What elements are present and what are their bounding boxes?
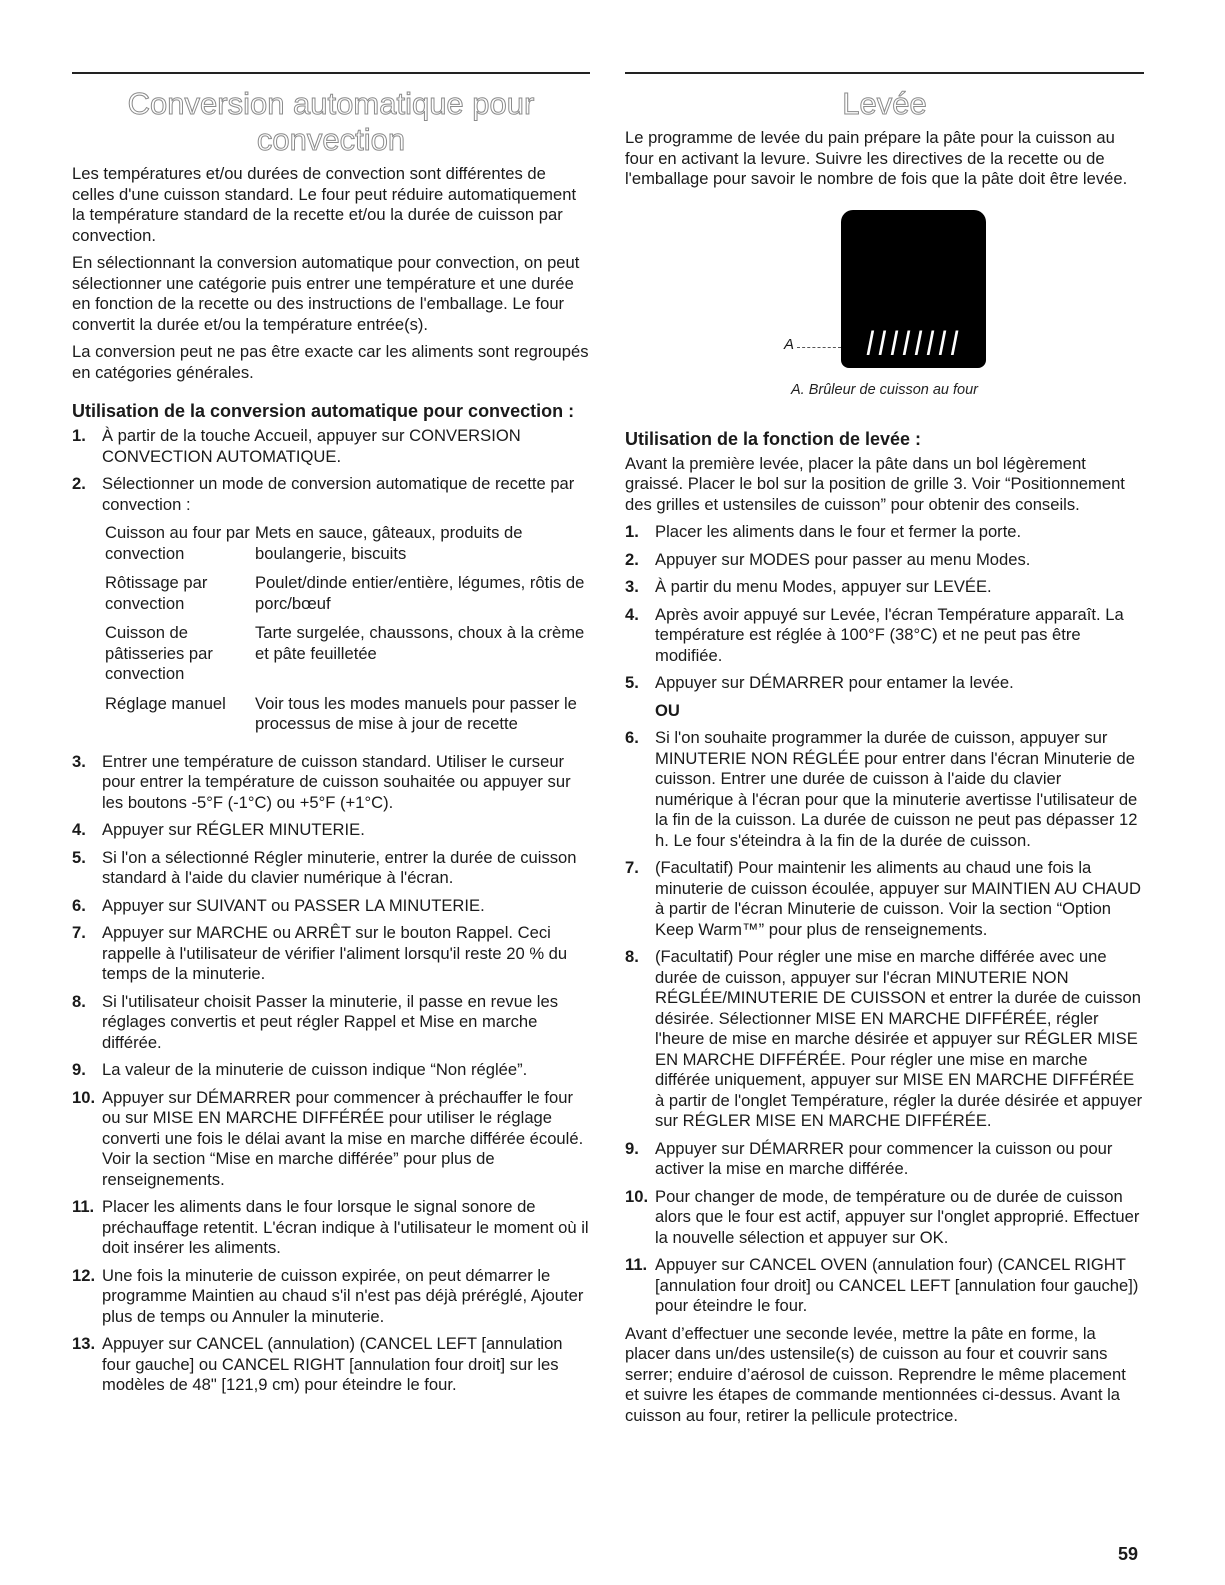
step-text: La valeur de la minuterie de cuisson indique “Non réglée”. — [102, 1060, 528, 1079]
step-text: Appuyer sur DÉMARRER pour entamer la levée. — [655, 673, 1014, 692]
step-item — [72, 1266, 590, 1328]
mode-description: Mets en sauce, gâteaux, produits de boulangerie, biscuits — [255, 523, 523, 563]
top-rule — [625, 72, 1144, 74]
mode-name: Réglage manuel — [105, 693, 226, 713]
step-number: 9. — [625, 1138, 639, 1158]
step-number: 4. — [625, 604, 639, 624]
step-text: Si l'on souhaite programmer la durée de cuisson, appuyer sur MINUTERIE NON RÉGLÉE pour entrer dans l'écran Minuterie de cuisson. Entrer une durée de cuisson à l'aide du clavier numérique à l'écran pour que la minuterie avertisse l'utilisateur de la fin de la cuisson. La durée de cuisson ne peut pas dépasser 12 h. Le four s'éteindra à la fin de la durée de cuisson. — [655, 728, 1138, 850]
step-text: (Facultatif) Pour régler une mise en marche différée avec une durée de cuisson, appuyer sur l'écran MINUTERIE NON RÉGLÉE/MINUTERIE DE CUISSON et entrer la durée de cuisson désirée. Sélectionner MISE EN MARCHE DIFFÉRÉE, régler l'heure de mise en marche désirée et appuyer sur RÉGLER MISE EN MARCHE DIFFÉRÉE. Pour régler une mise en marche différée uniquement, appuyer sur MISE EN MARCHE DIFFÉRÉE à partir de l'onglet Température, régler la durée désirée et appuyer sur RÉGLER MISE EN MARCHE DIFFÉRÉE. — [655, 947, 1143, 1130]
step-number: 4. — [72, 820, 86, 839]
step-item — [625, 1187, 1144, 1249]
step-number: 12. — [72, 1265, 96, 1285]
step-text: Pour changer de mode, de température ou de durée de cuisson alors que le four est actif, appuyer sur l'onglet approprié. Effectuer la nouvelle sélection et appuyer sur OK. — [655, 1186, 1140, 1247]
step-number: 10. — [72, 1087, 96, 1107]
instructions-paragraph: Avant la première levée, placer la pâte dans un bol légèrement graissé. Placer le bol sur la position de grille 3. Voir “Positionnement des grilles et ustensiles de cuisson” pour obtenir des conseils. — [625, 453, 1125, 514]
step-text: Après avoir appuyé sur Levée, l'écran Température apparaît. La température est réglée à 100°F (38°C) et ne peut pas être modifiée. — [655, 604, 1124, 665]
step-item — [625, 522, 1144, 543]
step-number: 5. — [625, 673, 639, 692]
mode-description: Tarte surgelée, chaussons, choux à la crème et pâte feuilletée — [255, 623, 585, 663]
step-text: À partir de la touche Accueil, appuyer sur CONVERSION CONVECTION AUTOMATIQUE. — [102, 426, 521, 466]
mode-description: Poulet/dinde entier/entière, légumes, rôtis de porc/bœuf — [255, 573, 585, 613]
step-text: À partir du menu Modes, appuyer sur LEVÉE. — [655, 577, 992, 596]
steps-list — [625, 522, 1144, 694]
step-number: 2. — [72, 474, 86, 493]
step-text: Si l'on a sélectionné Régler minuterie, entrer la durée de cuisson standard à l'aide du clavier numérique à l'écran. — [102, 847, 577, 887]
steps-list — [625, 728, 1144, 1317]
step-item — [625, 605, 1144, 667]
step-item — [72, 752, 590, 814]
step-item — [625, 858, 1144, 940]
steps-list — [72, 426, 590, 515]
step-number: 2. — [625, 549, 639, 569]
mode-name: Cuisson au four par convection — [105, 523, 250, 563]
table-row — [105, 623, 585, 694]
step-number: 3. — [72, 751, 86, 771]
oven-burner-illustration — [841, 210, 986, 368]
step-number: 6. — [72, 895, 86, 915]
step-item — [72, 1088, 590, 1191]
step-text: Sélectionner un mode de conversion automatique de recette par convection : — [102, 474, 575, 514]
burner-flames-icon: ǀǀǀǀǀǀǀǀ — [865, 323, 962, 364]
step-item — [625, 728, 1144, 851]
step-item — [625, 1139, 1144, 1180]
step-text: Si l'utilisateur choisit Passer la minuterie, il passe en revue les réglages convertis et peut régler Rappel et Mise en marche différée. — [102, 991, 559, 1052]
step-number: 11. — [625, 1255, 648, 1274]
mode-name: Cuisson de pâtisseries par convection — [105, 623, 213, 683]
page-number: 59 — [1118, 1544, 1139, 1564]
step-text: Placer les aliments dans le four lorsque le signal sonore de préchauffage retentit. L'écran indique à l'utilisateur le moment où il doit insérer les aliments. — [102, 1197, 589, 1257]
closing-paragraph: Avant d’effectuer une seconde levée, mettre la pâte en forme, la placer dans un/des ustensile(s) de cuisson au four et couvrir sans serrer; enduire d’aérosol de cuisson. Reprendre le même placement et suivre les étapes de commande mentionnées ci-dessus. Avant la cuisson au four, retirer la pellicule protectrice. — [625, 1323, 1126, 1425]
step-text: Appuyer sur MODES pour passer au menu Modes. — [655, 549, 1031, 569]
step-text: Placer les aliments dans le four et fermer la porte. — [655, 522, 1022, 541]
step-item — [625, 673, 1144, 694]
step-number: 3. — [625, 577, 639, 596]
section-title: Conversion automatique pour convection — [127, 86, 535, 157]
step-text: Appuyer sur MARCHE ou ARRÊT sur le bouton Rappel. Ceci rappelle à l'utilisateur de vérifier l'aliment lorsqu'il reste 20 % du temps de la minuterie. — [102, 923, 568, 983]
step-item — [72, 820, 590, 841]
step-number: 1. — [625, 522, 639, 541]
step-number: 13. — [72, 1334, 96, 1353]
figure-caption: A. Brûleur de cuisson au four — [791, 381, 978, 398]
intro-paragraph: En sélectionnant la conversion automatique pour convection, on peut sélectionner une catégorie puis entrer une température et une durée en fonction de la recette ou des instructions de l'emballage. Le four convertit la durée et/ou la température entrée(s). — [72, 253, 580, 334]
step-item — [625, 550, 1144, 571]
step-number: 5. — [72, 847, 86, 867]
intro-paragraph: Le programme de levée du pain prépare la pâte pour la cuisson au four en activant la levure. Suivre les directives de la recette ou de l'emballage pour savoir le nombre de fois que la pâte doit être levée. — [625, 128, 1128, 188]
step-number: 7. — [72, 923, 86, 942]
steps-list — [72, 752, 590, 1396]
step-number: 8. — [72, 991, 86, 1011]
step-text: Appuyer sur RÉGLER MINUTERIE. — [102, 820, 365, 839]
table-row — [105, 694, 585, 744]
modes-table — [105, 523, 585, 744]
burner-figure — [625, 208, 1144, 368]
table-row — [105, 573, 585, 623]
section-title: Levée — [842, 86, 927, 121]
callout-leader — [797, 347, 841, 348]
mode-name: Rôtissage par convection — [105, 573, 208, 613]
step-item — [72, 992, 590, 1054]
step-item — [625, 947, 1144, 1132]
step-number: 11. — [72, 1197, 95, 1216]
left-column — [72, 72, 590, 1403]
step-text: Une fois la minuterie de cuisson expirée, on peut démarrer le programme Maintien au chaud s'il n'est pas déjà préréglé, Ajouter plus de temps ou Annuler la minuterie. — [102, 1265, 584, 1326]
right-column — [625, 72, 1144, 1433]
step-number: 9. — [72, 1060, 86, 1079]
intro-paragraph: Les températures et/ou durées de convection sont différentes de celles d'une cuisson standard. Le four peut réduire automatiquement la température standard de la recette et/ou la durée de cuisson par convection. — [72, 164, 577, 245]
step-item — [72, 848, 590, 889]
step-text: Appuyer sur CANCEL (annulation) (CANCEL LEFT [annulation four gauche] ou CANCEL RIGHT [annulation four droit] sur les modèles de 48" [121,9 cm) pour éteindre le four. — [102, 1334, 563, 1394]
step-text: (Facultatif) Pour maintenir les aliments au chaud une fois la minuterie de cuisson écoulée, appuyer sur MAINTIEN AU CHAUD à partir de l'écran Minuterie de cuisson. Voir la section “Option Keep Warm™” pour plus de renseignements. — [655, 858, 1142, 939]
step-item — [72, 1334, 590, 1396]
step-number: 1. — [72, 426, 86, 445]
intro-paragraph: La conversion peut ne pas être exacte car les aliments sont regroupés en catégories générales. — [72, 342, 589, 382]
step-text: Appuyer sur SUIVANT ou PASSER LA MINUTERIE. — [102, 895, 485, 915]
top-rule — [72, 72, 590, 74]
step-item — [625, 1255, 1144, 1317]
step-number: 7. — [625, 858, 639, 877]
step-item — [72, 896, 590, 917]
or-label: OU — [655, 700, 680, 720]
step-number: 6. — [625, 728, 639, 747]
step-item — [72, 923, 590, 985]
step-item — [625, 577, 1144, 598]
step-number: 10. — [625, 1186, 649, 1206]
step-text: Appuyer sur DÉMARRER pour commencer à préchauffer le four ou sur MISE EN MARCHE DIFFÉRÉE pour utiliser le réglage converti une fois le délai avant la mise en marche différée écoulé. Voir la section “Mise en marche différée” pour plus de renseignements. — [102, 1087, 584, 1189]
callout-label: A — [784, 335, 795, 353]
subheading: Utilisation de la fonction de levée : — [625, 428, 922, 449]
step-number: 8. — [625, 947, 639, 966]
step-item — [72, 1060, 590, 1081]
step-item — [72, 474, 590, 515]
table-row — [105, 523, 585, 573]
step-text: Appuyer sur DÉMARRER pour commencer la cuisson ou pour activer la mise en marche différée. — [655, 1138, 1113, 1178]
step-text: Appuyer sur CANCEL OVEN (annulation four) (CANCEL RIGHT [annulation four droit] ou CANCEL LEFT [annulation four gauche]) pour éteindre le four. — [655, 1255, 1139, 1315]
step-item — [72, 426, 590, 467]
subheading: Utilisation de la conversion automatique pour convection : — [72, 401, 575, 421]
mode-description: Voir tous les modes manuels pour passer le processus de mise à jour de recette — [255, 693, 577, 733]
step-text: Entrer une température de cuisson standard. Utiliser le curseur pour entrer la température de cuisson souhaitée ou appuyer sur les boutons -5°F (-1°C) ou +5°F (+1°C). — [102, 751, 571, 812]
step-item — [72, 1197, 590, 1259]
